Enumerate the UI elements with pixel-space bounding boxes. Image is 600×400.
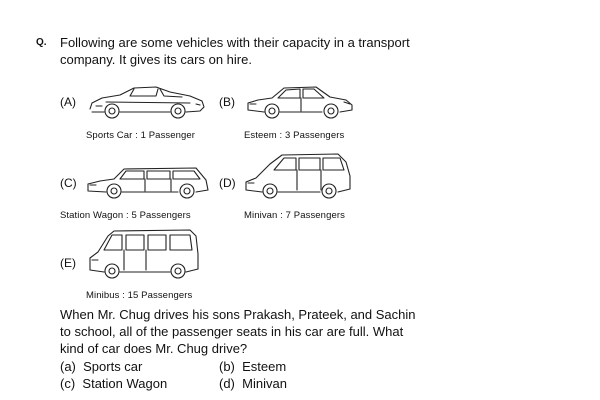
choice-c-label: (c) (60, 376, 76, 391)
choice-d-label: (d) (219, 376, 235, 391)
vehicle-c-letter: (C) (60, 176, 77, 190)
choice-a-label: (a) (60, 359, 76, 374)
prompt-line-2: to school, all of the passenger seats in his car are full. What (60, 324, 404, 339)
choice-c[interactable] (60, 376, 167, 391)
choice-c-text: Station Wagon (82, 376, 168, 391)
prompt-line-1: When Mr. Chug drives his sons Prakash, Prateek, and Sachin (60, 307, 416, 322)
sports-car-icon (86, 82, 208, 122)
choice-a-text: Sports car (83, 359, 143, 374)
station-wagon-icon (84, 160, 212, 202)
minibus-icon (86, 226, 202, 282)
question-intro-line-2: company. It gives its cars on hire. (60, 52, 252, 67)
choice-a[interactable] (60, 359, 142, 374)
vehicle-d-caption: Minivan : 7 Passengers (244, 210, 345, 221)
vehicle-b-letter: (B) (219, 95, 235, 109)
question-marker: Q. (36, 37, 47, 48)
vehicle-b-caption: Esteem : 3 Passengers (244, 130, 345, 141)
sedan-icon (244, 80, 356, 122)
choice-b-text: Esteem (242, 359, 287, 374)
choice-d[interactable] (219, 376, 287, 391)
vehicle-a-letter: (A) (60, 95, 76, 109)
choice-b[interactable] (219, 359, 286, 374)
prompt-line-3: kind of car does Mr. Chug drive? (60, 341, 248, 356)
question-intro-line-1: Following are some vehicles with their capacity in a transport (60, 35, 410, 50)
vehicle-e-letter: (E) (60, 256, 76, 270)
minivan-icon (242, 150, 354, 202)
vehicle-c-caption: Station Wagon : 5 Passengers (60, 210, 191, 221)
choice-d-text: Minivan (242, 376, 287, 391)
vehicle-a-caption: Sports Car : 1 Passenger (86, 130, 196, 141)
vehicle-e-caption: Minibus : 15 Passengers (86, 290, 193, 301)
choice-b-label: (b) (219, 359, 235, 374)
vehicle-d-letter: (D) (219, 176, 236, 190)
